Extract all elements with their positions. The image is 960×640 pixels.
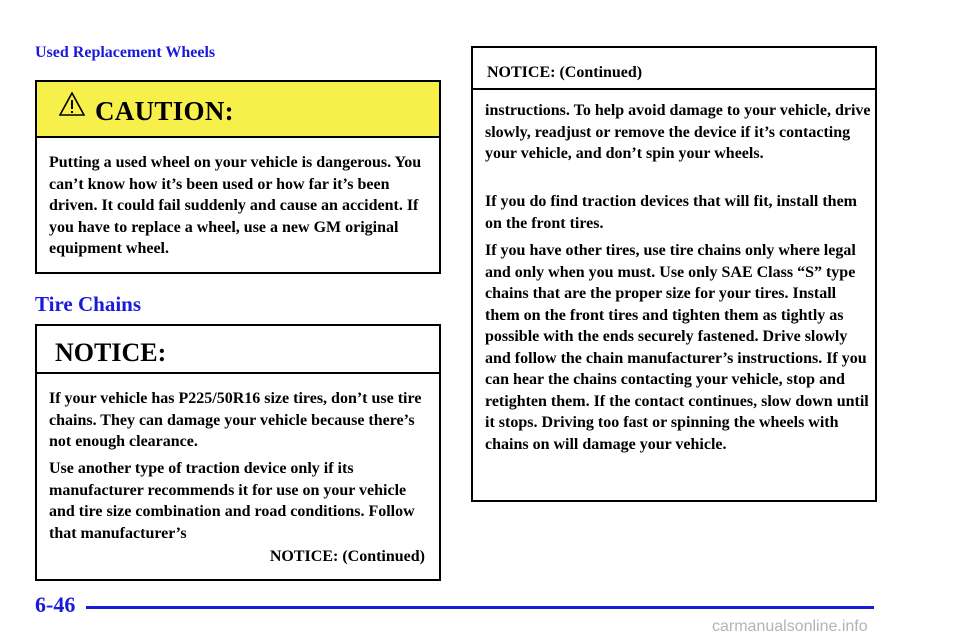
notice-header [37, 326, 439, 374]
section-heading-tire-chains: Tire Chains [35, 292, 142, 316]
caution-body: Putting a used wheel on your vehicle is dangerous. You can’t know how it’s been used or how far it’s been driven. It could fail suddenly and cause an accident. If you have to replace a wheel, use a new GM original equipment wheel. [49, 154, 422, 257]
notice-title: NOTICE: [55, 338, 167, 367]
caution-header [37, 82, 439, 138]
page-number: 6-46 [35, 592, 76, 617]
caution-box [35, 80, 441, 274]
notice-continued-title: NOTICE: (Continued) [487, 64, 643, 81]
notice-box [35, 324, 441, 581]
notice-paragraph-1: If your vehicle has P225/50R16 size tires, don’t use tire chains. They can damage your vehicle because there’s not enough clearance. [49, 390, 422, 450]
warning-triangle-icon [59, 92, 85, 116]
notice-continued-paragraph-2: If you do find traction devices that will fit, install them on the front tires. [485, 193, 857, 232]
notice-continued-paragraph-3: If you have other tires, use tire chains only where legal and only when you must. Use only SAE Class “S” type chains that are the proper size for your tires. Install them on the front tires and tighten them as tightly as possible with the ends securely fastened. Drive slowly and follow the chain manufacturer’s instructions. If you can hear the chains contacting your vehicle, stop and retighten them. If the contact continues, slow down until it stops. Driving too fast or spinning the wheels with chains on will damage your vehicle. [485, 242, 869, 453]
notice-continued-label: NOTICE: (Continued) [269, 548, 425, 565]
notice-continued-box [471, 46, 877, 502]
section-heading-used-wheels: Used Replacement Wheels [35, 44, 216, 61]
notice-paragraph-2: Use another type of traction device only if its manufacturer recommends it for use on your vehicle and tire size combination and road conditions. Follow that manufacturer’s [49, 460, 415, 542]
notice-continued-header [473, 48, 875, 90]
footer-rule [86, 606, 874, 609]
notice-continued-paragraph-1: instructions. To help avoid damage to your vehicle, drive slowly, readjust or remove the device if it’s contacting your vehicle, and don’t spin your wheels. [485, 102, 871, 162]
watermark-text: carmanualsonline.info [712, 618, 868, 635]
caution-title: CAUTION: [95, 96, 234, 126]
